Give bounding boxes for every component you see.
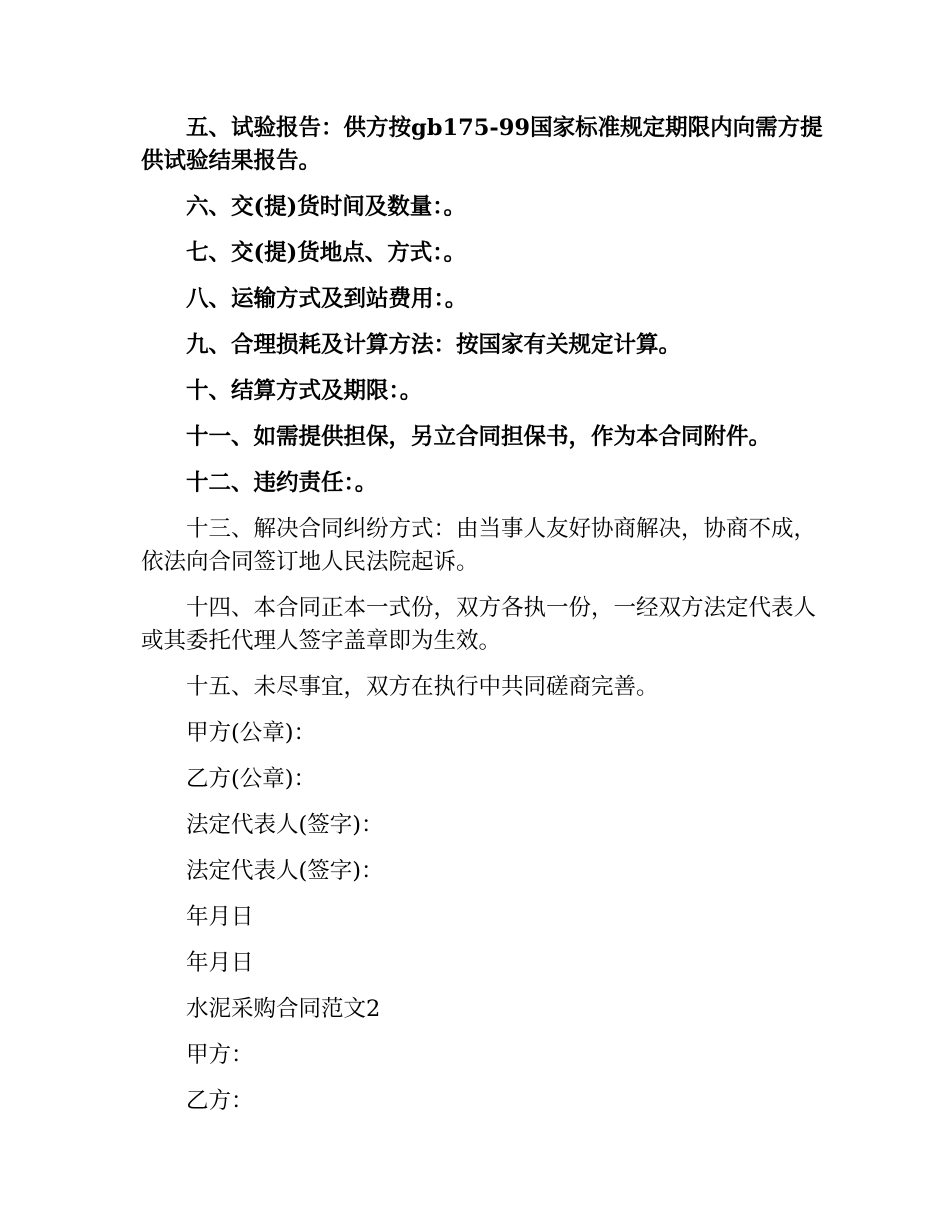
party-b-label: 乙方： xyxy=(186,1088,254,1114)
party-b-seal-line: 乙方(公章)： xyxy=(186,766,317,792)
party-b-representative-line: 法定代表人(签字)： xyxy=(186,858,384,884)
party-b-date-line: 年月日 xyxy=(186,950,254,976)
party-a-seal-line: 甲方(公章)： xyxy=(186,720,317,746)
party-a-label: 甲方： xyxy=(186,1042,254,1068)
clause-10-settlement: 十、结算方式及期限：。 xyxy=(186,378,423,404)
clause-11-guarantee: 十一、如需提供担保，另立合同担保书，作为本合同附件。 xyxy=(186,424,772,450)
sample-contract-title: 水泥采购合同范文2 xyxy=(186,996,381,1022)
clause-14-contract-copies: 十四、本合同正本一式份，双方各执一份，一经双方法定代表人或其委托代理人签字盖章即为生效。 xyxy=(141,595,817,654)
document-body xyxy=(141,112,831,1131)
clause-8-transport-costs: 八、运输方式及到站费用：。 xyxy=(186,286,468,312)
clause-6-delivery-time-quantity: 六、交(提)货时间及数量：。 xyxy=(186,194,467,220)
clause-13-dispute-resolution: 十三、解决合同纠纷方式：由当事人友好协商解决，协商不成，依法向合同签订地人民法院起诉。 xyxy=(141,516,817,575)
party-a-representative-line: 法定代表人(签字)： xyxy=(186,812,384,838)
clause-7-delivery-place-method: 七、交(提)货地点、方式：。 xyxy=(186,240,467,266)
clause-12-liability: 十二、违约责任：。 xyxy=(186,470,378,496)
clause-15-other-matters: 十五、未尽事宜，双方在执行中共同磋商完善。 xyxy=(186,674,659,700)
party-a-date-line: 年月日 xyxy=(186,904,254,930)
clause-5-test-report: 五、试验报告：供方按gb175-99国家标准规定期限内向需方提供试验结果报告。 xyxy=(141,115,823,174)
clause-9-loss-calculation: 九、合理损耗及计算方法：按国家有关规定计算。 xyxy=(186,332,682,358)
